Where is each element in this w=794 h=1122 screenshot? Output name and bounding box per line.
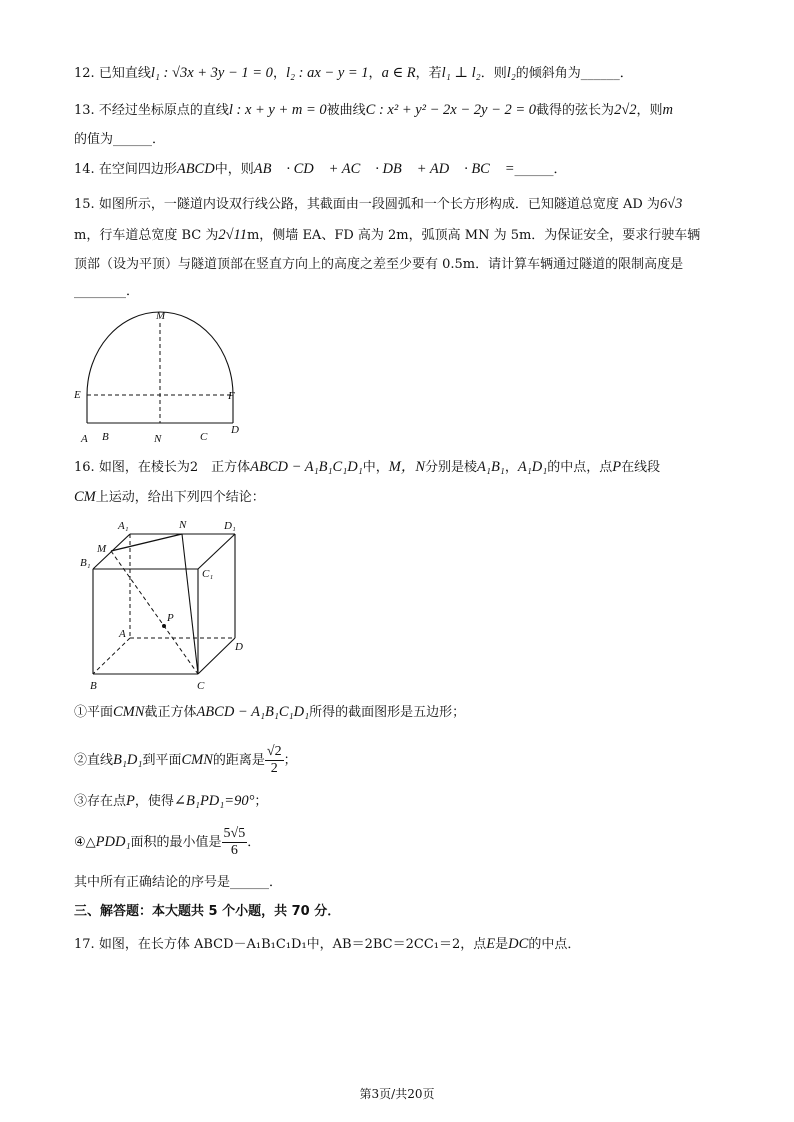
q12-line1-equation: l₁ : √3x + 3y − 1 = 0 xyxy=(150,65,273,81)
q15-text: m，侧墙 EA、FD 高为 2m，弧顶高 MN 为 5m．为保证安全，要求行驶车辆 xyxy=(246,228,701,243)
question-13 xyxy=(74,101,673,120)
q15-line4: ________． xyxy=(74,284,140,299)
q16-edge2: A₁D₁ xyxy=(517,459,548,475)
q17-text: 是 xyxy=(495,937,509,952)
q16-cube: ABCD − A₁B₁C₁D₁ xyxy=(250,459,363,475)
label-A: A xyxy=(81,433,88,445)
c3-text: ； xyxy=(254,794,268,809)
q16-text: 分别是棱 xyxy=(425,460,478,475)
c2-plane: CMN xyxy=(181,752,213,768)
c3-angle: ∠B₁PD₁=90° xyxy=(173,793,255,809)
label-D: D xyxy=(235,641,243,653)
q12-perpendicular: l₁ ⊥ l₂ xyxy=(441,65,481,81)
c2-numerator: √2 xyxy=(266,744,282,759)
label-D1: D₁ xyxy=(224,520,236,532)
q15-text: m，行车道总宽度 BC 为 xyxy=(74,228,219,243)
tunnel-figure xyxy=(70,305,250,450)
q14-quad: ABCD xyxy=(176,161,215,177)
c1-text: ①平面 xyxy=(74,705,114,720)
q16-text: 的中点，点 xyxy=(547,460,613,475)
q16-line2 xyxy=(74,488,265,507)
question-12 xyxy=(74,64,633,83)
c2-text: ②直线 xyxy=(74,753,114,768)
q12-line2-equation: l₂ : ax − y = 1 xyxy=(285,65,369,81)
q12-text: ，若 xyxy=(415,66,442,81)
c3-text: ③存在点 xyxy=(74,794,127,809)
question-14 xyxy=(74,160,567,179)
label-M: M xyxy=(156,310,166,322)
label-A1: A₁ xyxy=(118,520,129,532)
conclusion-2 xyxy=(74,740,297,780)
q12-l2: l₂ xyxy=(506,65,516,81)
label-D: D xyxy=(231,424,239,436)
c2-denominator: 2 xyxy=(270,761,278,776)
q16-edge1: A₁B₁ xyxy=(477,459,505,475)
label-C: C xyxy=(197,680,205,692)
c2-text: 的距离是 xyxy=(212,753,265,768)
q16-text: ， xyxy=(504,460,518,475)
label-M: M xyxy=(97,543,107,555)
q13-text: 被曲线 xyxy=(326,103,366,118)
q14-text: 在空间四边形 xyxy=(98,162,177,177)
q16-mn: M，N xyxy=(388,459,426,475)
q14-text: 中，则 xyxy=(214,162,254,177)
conclusion-4 xyxy=(74,822,260,862)
c4-denominator: 6 xyxy=(230,843,238,858)
q13-line2: 的值为______． xyxy=(74,132,166,147)
c4-fraction xyxy=(222,826,248,859)
q13-chord-length: 2√2 xyxy=(614,102,637,118)
q13-number: 13. xyxy=(74,103,95,118)
c1-plane: CMN xyxy=(113,704,145,720)
q12-text: ， xyxy=(272,66,286,81)
label-N: N xyxy=(154,433,162,445)
c4-numerator: 5√5 xyxy=(223,826,246,841)
q16-text: 如图，在棱长为2 正方体 xyxy=(98,460,251,475)
c4-triangle: PDD₁ xyxy=(95,834,131,850)
q16-p: P xyxy=(612,459,622,475)
q12-condition: a ∈ R xyxy=(381,65,416,81)
c2-text: 到平面 xyxy=(142,753,182,768)
c2-line: B₁D₁ xyxy=(113,752,143,768)
cube-edge-ab xyxy=(93,638,130,674)
q16-text: 中， xyxy=(362,460,389,475)
label-B1: B₁ xyxy=(80,557,91,569)
label-E: E xyxy=(74,389,81,401)
c2-text: ； xyxy=(283,753,297,768)
conclusion-1 xyxy=(74,703,465,722)
q17-number: 17. xyxy=(74,937,95,952)
cube-edge-d1c1 xyxy=(198,534,235,569)
cube-figure xyxy=(78,514,258,694)
q15-number: 15. xyxy=(74,197,95,212)
q15-line2 xyxy=(74,226,700,245)
label-C1: C₁ xyxy=(202,568,214,580)
q13-m: m xyxy=(662,102,674,118)
q12-text: ．则 xyxy=(480,66,507,81)
c1-text: 所得的截面图形是五边形； xyxy=(309,705,466,720)
c3-text: ，使得 xyxy=(134,794,174,809)
c2-fraction xyxy=(265,744,284,777)
question-15 xyxy=(74,195,682,214)
label-F: F xyxy=(228,390,235,402)
c4-text: ． xyxy=(247,835,261,850)
label-B: B xyxy=(90,680,97,692)
q17-text: 的中点． xyxy=(528,937,581,952)
conclusion-3 xyxy=(74,792,267,811)
section-3-heading: 三、解答题：本大题共 5 个小题，共 70 分． xyxy=(74,904,341,919)
q13-text: 不经过坐标原点的直线 xyxy=(98,103,229,118)
question-17 xyxy=(74,935,580,954)
q15-line3: 顶部（设为平顶）与隧道顶部在竖直方向上的高度之差至少要有 0.5m．请计算车辆通过隧道的限制高度是 xyxy=(74,257,684,272)
label-N: N xyxy=(179,519,187,531)
label-A: A xyxy=(119,628,126,640)
q12-text: 已知直线 xyxy=(98,66,151,81)
point-p xyxy=(162,624,166,628)
page-footer: 第3页/共20页 xyxy=(359,1087,435,1101)
c3-point: P xyxy=(126,793,135,809)
q17-text: 如图，在长方体 ABCD－A₁B₁C₁D₁中，AB＝2BC＝2CC₁＝2，点 xyxy=(98,937,487,952)
c1-cube: ABCD − A₁B₁C₁D₁ xyxy=(196,704,310,720)
q17-segment: DC xyxy=(508,936,529,952)
q16-number: 16. xyxy=(74,460,95,475)
label-P: P xyxy=(167,612,174,624)
question-16 xyxy=(74,458,660,477)
c4-text: ④△ xyxy=(74,835,96,850)
q13-curve-equation: C : x² + y² − 2x − 2y − 2 = 0 xyxy=(365,102,537,118)
c1-text: 截正方体 xyxy=(144,705,197,720)
q16-final-question: 其中所有正确结论的序号是______． xyxy=(74,875,283,890)
q16-text: 上运动，给出下列四个结论： xyxy=(95,490,265,505)
q16-text: 在线段 xyxy=(621,460,661,475)
q15-width: 6√3 xyxy=(659,196,683,212)
q15-text: 如图所示，一隧道内设双行线公路，其截面由一段圆弧和一个长方形构成．已知隧道总宽度 AD 为 xyxy=(98,197,660,212)
q14-blank: ______． xyxy=(514,162,567,177)
q12-blank: 的倾斜角为______． xyxy=(515,66,633,81)
q13-text: ，则 xyxy=(636,103,663,118)
q12-text: ， xyxy=(368,66,382,81)
q17-point-e: E xyxy=(486,936,496,952)
c4-text: 面积的最小值是 xyxy=(130,835,222,850)
q12-number: 12. xyxy=(74,66,95,81)
cube-edge-cd xyxy=(198,638,235,674)
q13-text: 截得的弦长为 xyxy=(536,103,615,118)
label-B: B xyxy=(102,431,109,443)
q15-lane-width: 2√11 xyxy=(218,227,247,243)
q16-segment: CM xyxy=(74,489,96,505)
q14-number: 14. xyxy=(74,162,95,177)
q14-vector-expression: AB⃗ · CD⃗ + AC⃗ · DB⃗ + AD⃗ · BC⃗ = xyxy=(253,161,515,177)
segment-nc xyxy=(182,534,198,674)
label-C: C xyxy=(200,431,208,443)
q13-line-equation: l : x + y + m = 0 xyxy=(228,102,327,118)
